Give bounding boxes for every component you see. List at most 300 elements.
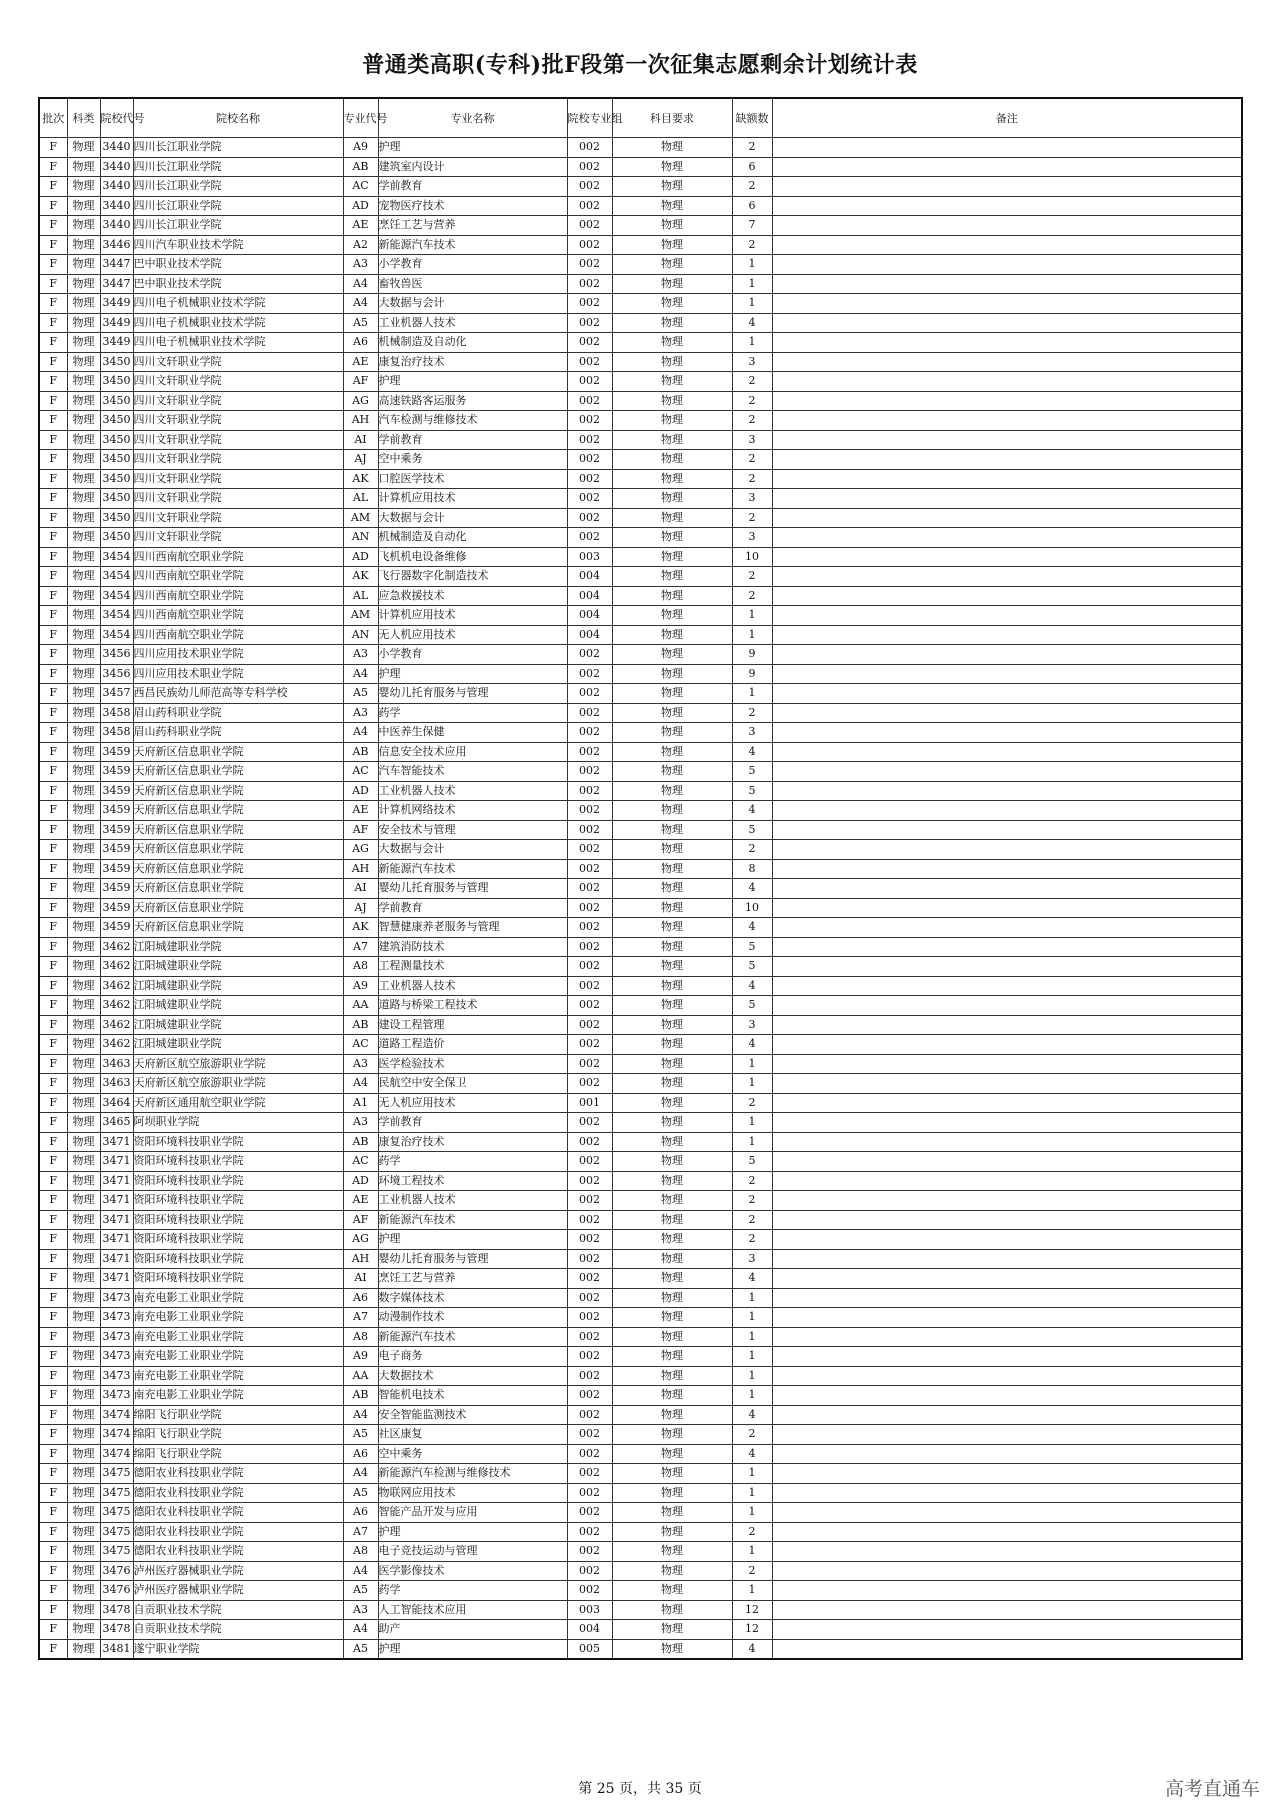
cell-major-name: 医学检验技术	[378, 1054, 567, 1074]
cell-school-code: 3440	[100, 196, 133, 216]
cell-school-code: 3459	[100, 879, 133, 899]
cell-vacancies: 2	[732, 177, 772, 197]
cell-group: 002	[567, 918, 612, 938]
cell-subject-req: 物理	[612, 1191, 732, 1211]
cell-category: 物理	[67, 918, 100, 938]
cell-major-name: 建筑消防技术	[378, 937, 567, 957]
cell-remarks	[772, 1581, 1242, 1601]
cell-school-name: 绵阳飞行职业学院	[133, 1425, 343, 1445]
cell-major-code: AK	[343, 567, 378, 587]
cell-group: 002	[567, 996, 612, 1016]
cell-major-name: 助产	[378, 1620, 567, 1640]
cell-batch: F	[39, 177, 67, 197]
table-row	[39, 1542, 1242, 1562]
cell-group: 002	[567, 1503, 612, 1523]
cell-subject-req: 物理	[612, 411, 732, 431]
cell-category: 物理	[67, 1620, 100, 1640]
cell-school-code: 3475	[100, 1503, 133, 1523]
cell-major-name: 学前教育	[378, 430, 567, 450]
cell-batch: F	[39, 1444, 67, 1464]
cell-batch: F	[39, 1522, 67, 1542]
cell-remarks	[772, 742, 1242, 762]
cell-vacancies: 5	[732, 957, 772, 977]
cell-batch: F	[39, 1288, 67, 1308]
cell-major-name: 计算机网络技术	[378, 801, 567, 821]
cell-subject-req: 物理	[612, 1093, 732, 1113]
cell-vacancies: 2	[732, 469, 772, 489]
cell-school-name: 南充电影工业职业学院	[133, 1308, 343, 1328]
cell-batch: F	[39, 625, 67, 645]
cell-group: 002	[567, 508, 612, 528]
cell-major-code: AC	[343, 762, 378, 782]
cell-category: 物理	[67, 957, 100, 977]
cell-group: 002	[567, 177, 612, 197]
cell-category: 物理	[67, 1210, 100, 1230]
cell-subject-req: 物理	[612, 528, 732, 548]
cell-major-code: AD	[343, 547, 378, 567]
cell-category: 物理	[67, 508, 100, 528]
table-row	[39, 937, 1242, 957]
table-row	[39, 645, 1242, 665]
cell-category: 物理	[67, 157, 100, 177]
cell-category: 物理	[67, 1249, 100, 1269]
cell-group: 002	[567, 957, 612, 977]
cell-subject-req: 物理	[612, 1425, 732, 1445]
cell-batch: F	[39, 1074, 67, 1094]
cell-group: 002	[567, 1386, 612, 1406]
cell-major-code: A5	[343, 1581, 378, 1601]
cell-school-code: 3471	[100, 1191, 133, 1211]
cell-category: 物理	[67, 1464, 100, 1484]
cell-remarks	[772, 372, 1242, 392]
cell-subject-req: 物理	[612, 1152, 732, 1172]
cell-category: 物理	[67, 547, 100, 567]
cell-school-code: 3450	[100, 469, 133, 489]
cell-major-name: 社区康复	[378, 1425, 567, 1445]
cell-major-name: 新能源汽车技术	[378, 1210, 567, 1230]
cell-major-code: AI	[343, 879, 378, 899]
cell-major-code: AD	[343, 781, 378, 801]
cell-subject-req: 物理	[612, 1269, 732, 1289]
cell-school-name: 江阳城建职业学院	[133, 976, 343, 996]
cell-major-code: AF	[343, 820, 378, 840]
cell-group: 002	[567, 1308, 612, 1328]
cell-category: 物理	[67, 1483, 100, 1503]
cell-major-name: 小学教育	[378, 255, 567, 275]
cell-major-code: A4	[343, 294, 378, 314]
cell-subject-req: 物理	[612, 1347, 732, 1367]
cell-school-name: 四川西南航空职业学院	[133, 567, 343, 587]
cell-major-code: A2	[343, 235, 378, 255]
table-row	[39, 1405, 1242, 1425]
cell-major-name: 机械制造及自动化	[378, 528, 567, 548]
cell-batch: F	[39, 1581, 67, 1601]
cell-remarks	[772, 1639, 1242, 1659]
cell-school-code: 3471	[100, 1171, 133, 1191]
cell-school-name: 四川文轩职业学院	[133, 430, 343, 450]
cell-category: 物理	[67, 1015, 100, 1035]
cell-school-code: 3449	[100, 333, 133, 353]
cell-major-name: 婴幼儿托育服务与管理	[378, 879, 567, 899]
cell-remarks	[772, 157, 1242, 177]
cell-major-name: 护理	[378, 1639, 567, 1659]
cell-school-code: 3471	[100, 1269, 133, 1289]
cell-major-name: 计算机应用技术	[378, 606, 567, 626]
table-row	[39, 1581, 1242, 1601]
cell-remarks	[772, 294, 1242, 314]
cell-school-name: 南充电影工业职业学院	[133, 1288, 343, 1308]
cell-group: 002	[567, 1132, 612, 1152]
cell-school-name: 天府新区航空旅游职业学院	[133, 1074, 343, 1094]
cell-subject-req: 物理	[612, 1230, 732, 1250]
cell-remarks	[772, 1132, 1242, 1152]
table-row	[39, 216, 1242, 236]
cell-batch: F	[39, 1132, 67, 1152]
cell-school-name: 遂宁职业学院	[133, 1639, 343, 1659]
cell-vacancies: 1	[732, 1366, 772, 1386]
cell-category: 物理	[67, 1054, 100, 1074]
cell-category: 物理	[67, 1035, 100, 1055]
cell-vacancies: 3	[732, 723, 772, 743]
cell-vacancies: 2	[732, 567, 772, 587]
cell-batch: F	[39, 157, 67, 177]
cell-category: 物理	[67, 606, 100, 626]
cell-batch: F	[39, 1464, 67, 1484]
cell-school-code: 3447	[100, 255, 133, 275]
table-row	[39, 255, 1242, 275]
cell-vacancies: 3	[732, 430, 772, 450]
cell-school-name: 德阳农业科技职业学院	[133, 1542, 343, 1562]
cell-school-name: 西昌民族幼儿师范高等专科学校	[133, 684, 343, 704]
cell-school-code: 3463	[100, 1074, 133, 1094]
cell-vacancies: 5	[732, 937, 772, 957]
cell-batch: F	[39, 391, 67, 411]
cell-major-code: AH	[343, 859, 378, 879]
cell-batch: F	[39, 235, 67, 255]
cell-major-code: AI	[343, 430, 378, 450]
cell-group: 002	[567, 859, 612, 879]
cell-major-code: AA	[343, 996, 378, 1016]
table-row	[39, 489, 1242, 509]
cell-remarks	[772, 177, 1242, 197]
cell-major-code: AJ	[343, 898, 378, 918]
cell-remarks	[772, 1425, 1242, 1445]
cell-subject-req: 物理	[612, 645, 732, 665]
cell-group: 002	[567, 294, 612, 314]
cell-school-code: 3471	[100, 1152, 133, 1172]
table-row	[39, 762, 1242, 782]
table-row	[39, 664, 1242, 684]
cell-major-code: AK	[343, 918, 378, 938]
cell-batch: F	[39, 781, 67, 801]
table-row	[39, 801, 1242, 821]
cell-school-code: 3440	[100, 216, 133, 236]
cell-vacancies: 2	[732, 1093, 772, 1113]
cell-group: 002	[567, 723, 612, 743]
cell-school-code: 3459	[100, 918, 133, 938]
cell-batch: F	[39, 313, 67, 333]
cell-subject-req: 物理	[612, 996, 732, 1016]
cell-remarks	[772, 1444, 1242, 1464]
cell-category: 物理	[67, 586, 100, 606]
cell-school-name: 资阳环境科技职业学院	[133, 1152, 343, 1172]
cell-school-code: 3459	[100, 801, 133, 821]
cell-category: 物理	[67, 898, 100, 918]
table-row	[39, 1210, 1242, 1230]
cell-category: 物理	[67, 1503, 100, 1523]
cell-school-name: 天府新区信息职业学院	[133, 859, 343, 879]
cell-group: 002	[567, 469, 612, 489]
table-row	[39, 976, 1242, 996]
table-row	[39, 1503, 1242, 1523]
cell-school-code: 3473	[100, 1288, 133, 1308]
cell-group: 002	[567, 1483, 612, 1503]
cell-group: 002	[567, 489, 612, 509]
cell-group: 002	[567, 684, 612, 704]
cell-category: 物理	[67, 352, 100, 372]
cell-category: 物理	[67, 723, 100, 743]
cell-school-name: 资阳环境科技职业学院	[133, 1171, 343, 1191]
cell-group: 002	[567, 157, 612, 177]
cell-major-code: AE	[343, 352, 378, 372]
cell-batch: F	[39, 703, 67, 723]
cell-remarks	[772, 976, 1242, 996]
cell-vacancies: 5	[732, 996, 772, 1016]
cell-school-code: 3462	[100, 996, 133, 1016]
header-vacancies: 缺额数	[732, 98, 772, 138]
cell-vacancies: 1	[732, 1503, 772, 1523]
cell-subject-req: 物理	[612, 1308, 732, 1328]
table-row	[39, 1054, 1242, 1074]
cell-subject-req: 物理	[612, 1522, 732, 1542]
cell-major-name: 学前教育	[378, 898, 567, 918]
cell-vacancies: 8	[732, 859, 772, 879]
cell-school-name: 眉山药科职业学院	[133, 703, 343, 723]
cell-subject-req: 物理	[612, 1561, 732, 1581]
cell-school-name: 南充电影工业职业学院	[133, 1347, 343, 1367]
cell-school-code: 3462	[100, 1015, 133, 1035]
cell-major-name: 高速铁路客运服务	[378, 391, 567, 411]
table-row	[39, 1171, 1242, 1191]
cell-vacancies: 1	[732, 1074, 772, 1094]
cell-remarks	[772, 625, 1242, 645]
cell-major-code: A5	[343, 1483, 378, 1503]
cell-remarks	[772, 859, 1242, 879]
cell-vacancies: 2	[732, 391, 772, 411]
cell-subject-req: 物理	[612, 625, 732, 645]
cell-subject-req: 物理	[612, 391, 732, 411]
cell-major-code: A5	[343, 1425, 378, 1445]
cell-subject-req: 物理	[612, 1288, 732, 1308]
cell-subject-req: 物理	[612, 489, 732, 509]
cell-group: 002	[567, 1444, 612, 1464]
cell-major-code: A3	[343, 645, 378, 665]
cell-category: 物理	[67, 1600, 100, 1620]
cell-batch: F	[39, 547, 67, 567]
cell-category: 物理	[67, 1171, 100, 1191]
cell-vacancies: 2	[732, 840, 772, 860]
cell-subject-req: 物理	[612, 1113, 732, 1133]
cell-vacancies: 1	[732, 274, 772, 294]
cell-subject-req: 物理	[612, 1464, 732, 1484]
cell-vacancies: 2	[732, 1210, 772, 1230]
cell-vacancies: 12	[732, 1620, 772, 1640]
cell-category: 物理	[67, 762, 100, 782]
cell-subject-req: 物理	[612, 1366, 732, 1386]
cell-school-name: 天府新区通用航空职业学院	[133, 1093, 343, 1113]
table-row	[39, 1620, 1242, 1640]
table-row	[39, 840, 1242, 860]
cell-major-code: AB	[343, 742, 378, 762]
cell-subject-req: 物理	[612, 1249, 732, 1269]
cell-batch: F	[39, 664, 67, 684]
cell-major-code: A5	[343, 1639, 378, 1659]
cell-subject-req: 物理	[612, 1620, 732, 1640]
cell-group: 002	[567, 1249, 612, 1269]
table-row	[39, 1483, 1242, 1503]
cell-major-code: AG	[343, 840, 378, 860]
cell-school-code: 3440	[100, 177, 133, 197]
table-row	[39, 820, 1242, 840]
cell-school-code: 3454	[100, 625, 133, 645]
cell-subject-req: 物理	[612, 1444, 732, 1464]
cell-vacancies: 5	[732, 781, 772, 801]
cell-vacancies: 2	[732, 1230, 772, 1250]
cell-major-name: 康复治疗技术	[378, 352, 567, 372]
cell-major-code: A4	[343, 723, 378, 743]
cell-remarks	[772, 567, 1242, 587]
cell-major-name: 学前教育	[378, 1113, 567, 1133]
cell-school-name: 资阳环境科技职业学院	[133, 1210, 343, 1230]
table-row	[39, 1308, 1242, 1328]
cell-remarks	[772, 1035, 1242, 1055]
cell-school-code: 3464	[100, 1093, 133, 1113]
cell-batch: F	[39, 1327, 67, 1347]
plan-table	[38, 97, 1243, 1660]
cell-batch: F	[39, 1093, 67, 1113]
cell-school-code: 3471	[100, 1230, 133, 1250]
cell-remarks	[772, 1210, 1242, 1230]
cell-school-name: 四川电子机械职业技术学院	[133, 313, 343, 333]
cell-group: 002	[567, 840, 612, 860]
table-row	[39, 567, 1242, 587]
cell-vacancies: 3	[732, 489, 772, 509]
cell-group: 002	[567, 1366, 612, 1386]
cell-school-code: 3473	[100, 1327, 133, 1347]
cell-school-code: 3456	[100, 645, 133, 665]
cell-school-code: 3473	[100, 1308, 133, 1328]
cell-school-name: 南充电影工业职业学院	[133, 1327, 343, 1347]
cell-school-name: 四川长江职业学院	[133, 196, 343, 216]
cell-group: 002	[567, 1327, 612, 1347]
cell-major-name: 护理	[378, 138, 567, 158]
cell-major-code: A8	[343, 1542, 378, 1562]
cell-category: 物理	[67, 937, 100, 957]
cell-school-name: 天府新区信息职业学院	[133, 879, 343, 899]
cell-major-code: AE	[343, 801, 378, 821]
cell-category: 物理	[67, 879, 100, 899]
cell-category: 物理	[67, 1113, 100, 1133]
cell-school-name: 四川应用技术职业学院	[133, 664, 343, 684]
cell-major-name: 药学	[378, 1152, 567, 1172]
cell-batch: F	[39, 840, 67, 860]
cell-major-code: AB	[343, 1015, 378, 1035]
cell-major-name: 工业机器人技术	[378, 976, 567, 996]
cell-remarks	[772, 1542, 1242, 1562]
cell-category: 物理	[67, 1386, 100, 1406]
table-row	[39, 1074, 1242, 1094]
cell-school-code: 3481	[100, 1639, 133, 1659]
cell-subject-req: 物理	[612, 1405, 732, 1425]
cell-subject-req: 物理	[612, 1035, 732, 1055]
cell-school-name: 四川文轩职业学院	[133, 469, 343, 489]
cell-batch: F	[39, 508, 67, 528]
cell-vacancies: 10	[732, 898, 772, 918]
table-row	[39, 723, 1242, 743]
cell-major-code: A6	[343, 1503, 378, 1523]
cell-category: 物理	[67, 801, 100, 821]
cell-school-code: 3446	[100, 235, 133, 255]
cell-subject-req: 物理	[612, 1386, 732, 1406]
cell-subject-req: 物理	[612, 586, 732, 606]
cell-category: 物理	[67, 645, 100, 665]
cell-vacancies: 2	[732, 1522, 772, 1542]
header-group: 院校专业组	[567, 98, 612, 138]
cell-major-code: A5	[343, 684, 378, 704]
cell-school-code: 3475	[100, 1542, 133, 1562]
cell-remarks	[772, 820, 1242, 840]
cell-vacancies: 5	[732, 820, 772, 840]
cell-school-code: 3459	[100, 762, 133, 782]
cell-vacancies: 4	[732, 801, 772, 821]
cell-vacancies: 9	[732, 664, 772, 684]
cell-subject-req: 物理	[612, 684, 732, 704]
cell-group: 002	[567, 1347, 612, 1367]
cell-batch: F	[39, 528, 67, 548]
cell-school-name: 四川电子机械职业技术学院	[133, 333, 343, 353]
cell-vacancies: 2	[732, 508, 772, 528]
cell-remarks	[772, 411, 1242, 431]
cell-school-code: 3454	[100, 586, 133, 606]
cell-major-name: 护理	[378, 1522, 567, 1542]
cell-category: 物理	[67, 469, 100, 489]
table-row	[39, 606, 1242, 626]
table-row	[39, 1015, 1242, 1035]
cell-vacancies: 2	[732, 372, 772, 392]
cell-remarks	[772, 1113, 1242, 1133]
cell-vacancies: 4	[732, 918, 772, 938]
cell-school-name: 天府新区信息职业学院	[133, 742, 343, 762]
cell-remarks	[772, 840, 1242, 860]
cell-batch: F	[39, 820, 67, 840]
cell-group: 002	[567, 937, 612, 957]
cell-vacancies: 1	[732, 1054, 772, 1074]
cell-school-code: 3465	[100, 1113, 133, 1133]
cell-school-name: 四川文轩职业学院	[133, 528, 343, 548]
cell-remarks	[772, 391, 1242, 411]
cell-major-name: 空中乘务	[378, 450, 567, 470]
cell-subject-req: 物理	[612, 235, 732, 255]
cell-major-code: A8	[343, 957, 378, 977]
cell-major-name: 环境工程技术	[378, 1171, 567, 1191]
cell-school-code: 3458	[100, 703, 133, 723]
cell-subject-req: 物理	[612, 1171, 732, 1191]
cell-major-code: AB	[343, 1132, 378, 1152]
table-row	[39, 1152, 1242, 1172]
cell-school-code: 3475	[100, 1522, 133, 1542]
cell-school-code: 3471	[100, 1210, 133, 1230]
cell-batch: F	[39, 762, 67, 782]
